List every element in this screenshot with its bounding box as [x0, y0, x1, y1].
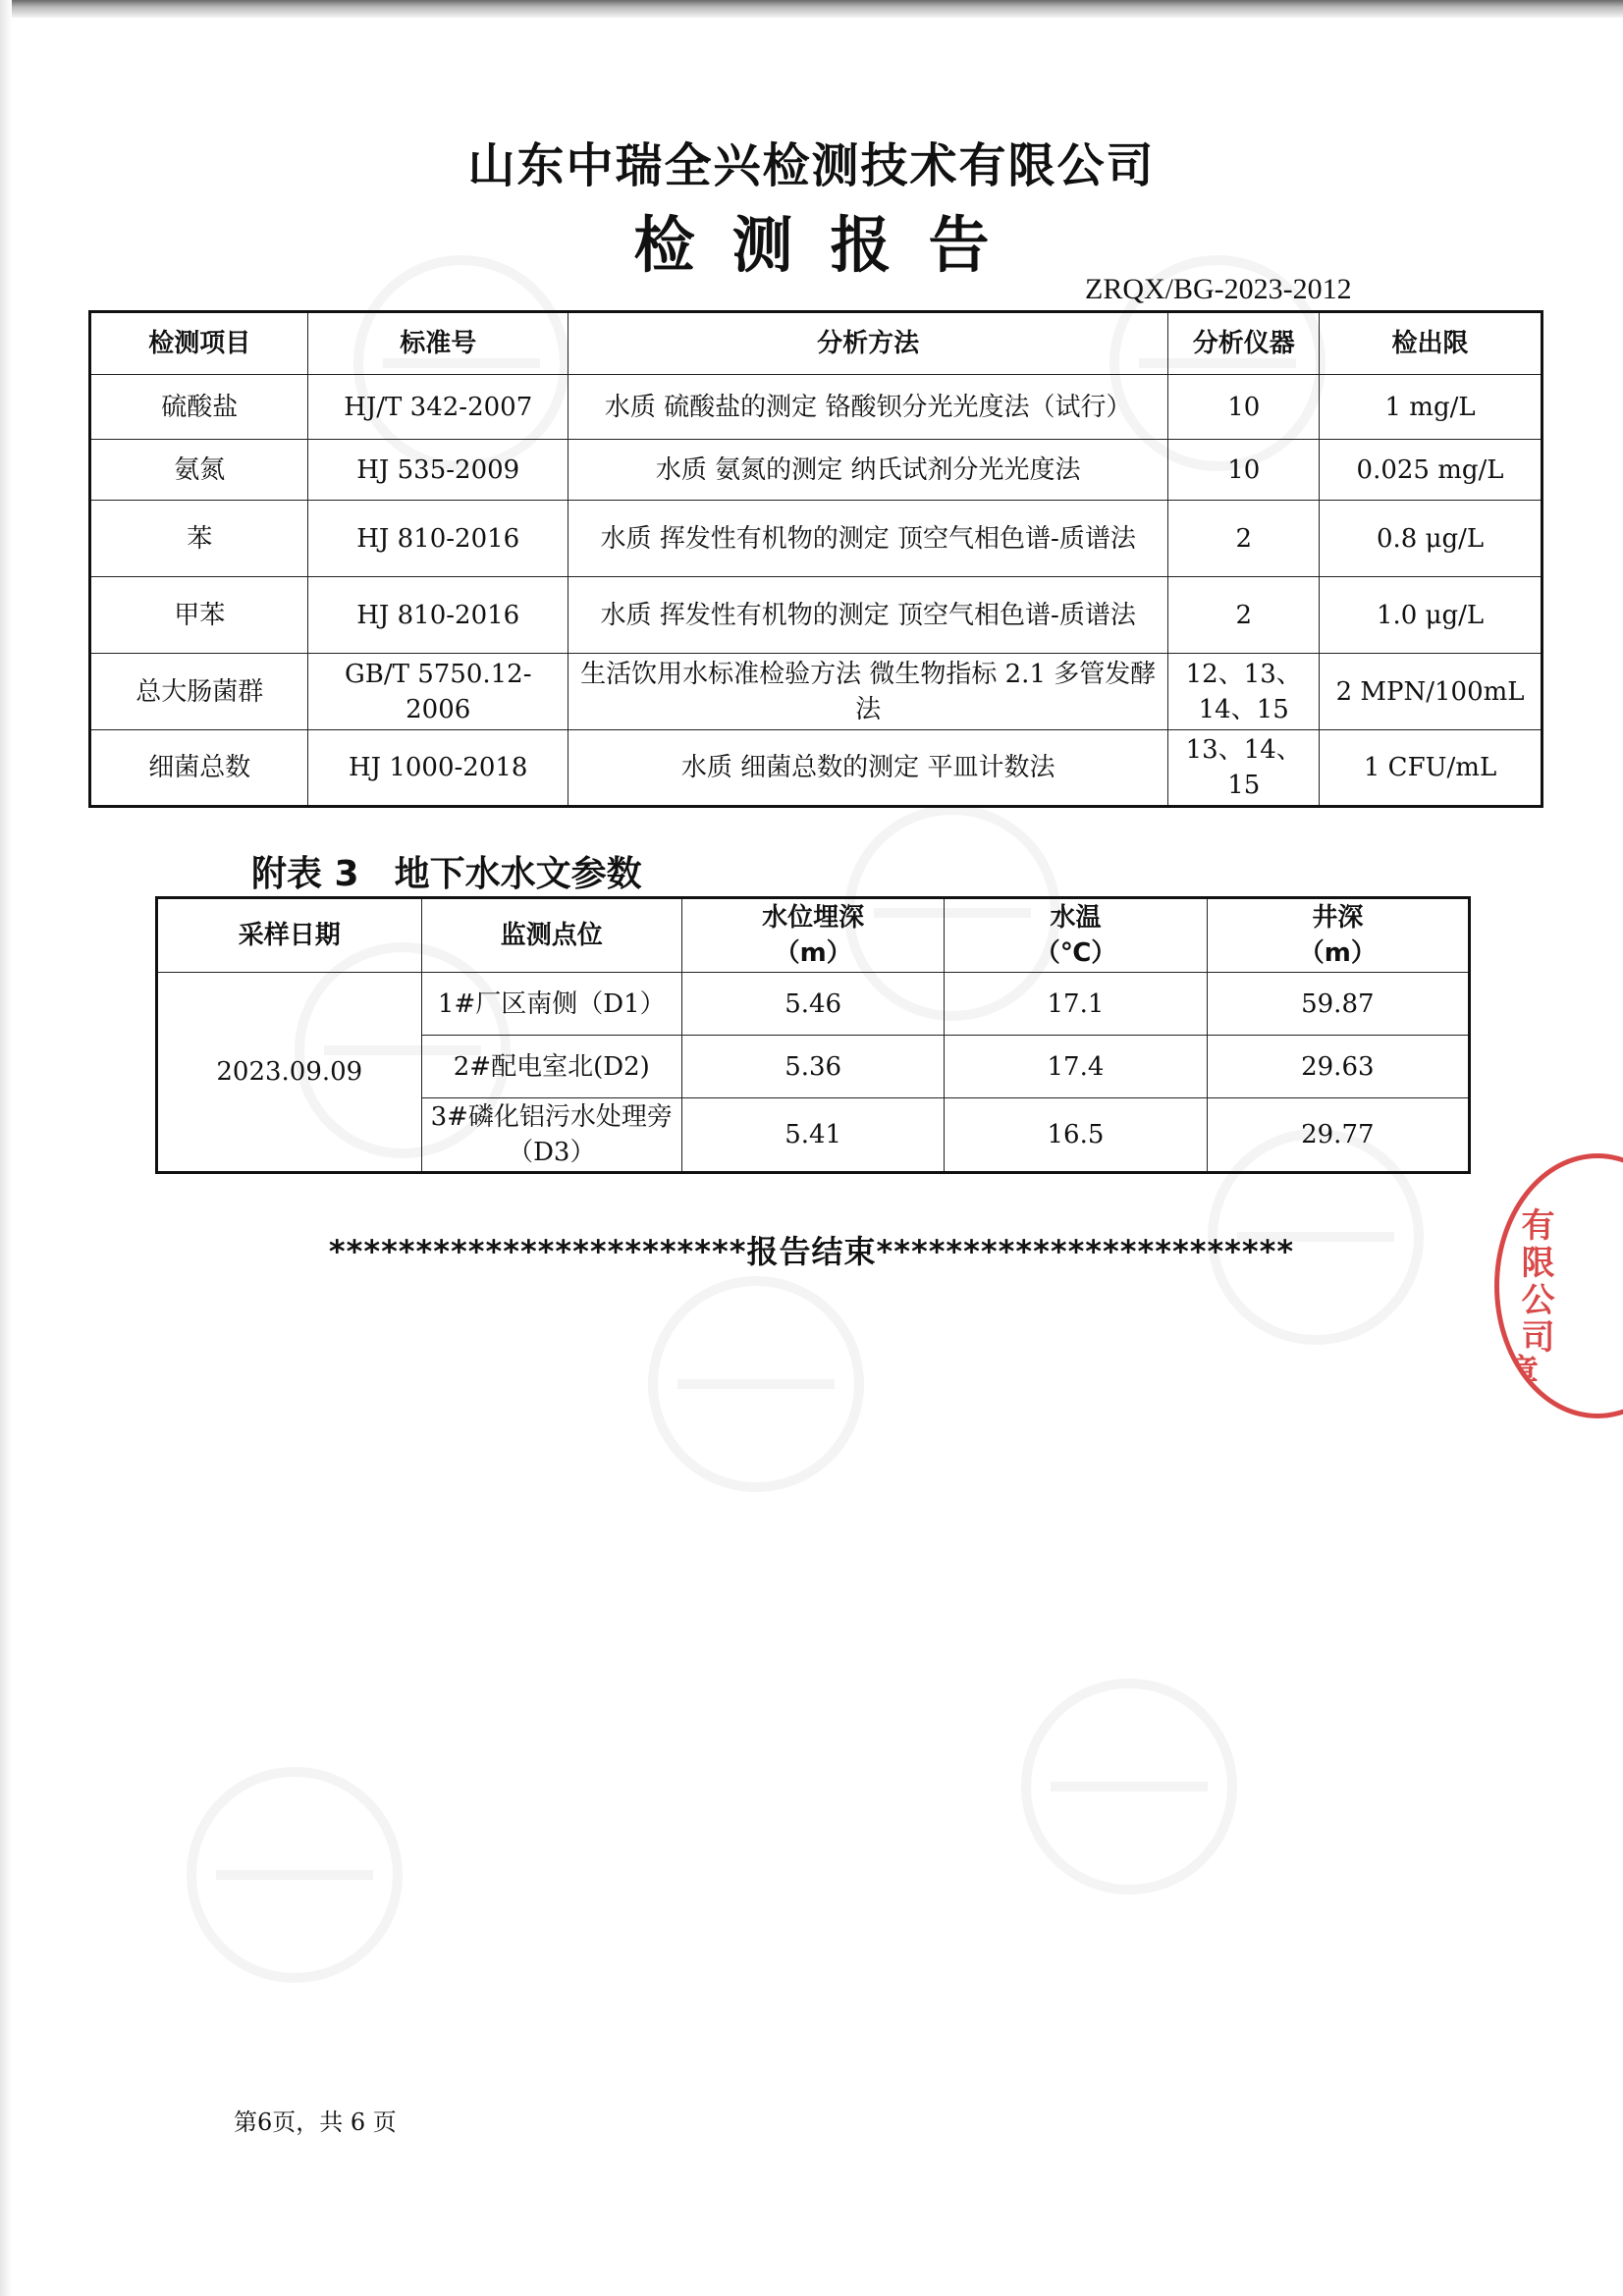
cell-limit: 2 MPN/100mL — [1320, 654, 1542, 730]
watermark-logo — [648, 1276, 864, 1492]
watermark-logo — [187, 1767, 403, 1983]
cell-well: 29.77 — [1207, 1098, 1469, 1173]
header-instrument: 分析仪器 — [1168, 312, 1320, 375]
cell-temp: 17.1 — [945, 973, 1207, 1036]
table-row — [90, 375, 1542, 440]
cell-item: 总大肠菌群 — [90, 654, 308, 730]
report-title: 检测报告 — [633, 209, 1027, 281]
cell-instrument: 13、14、15 — [1168, 730, 1320, 807]
watermark-logo — [1021, 1679, 1237, 1895]
cell-limit: 1.0 μg/L — [1320, 577, 1542, 654]
table-header-row — [90, 312, 1542, 375]
cell-method: 水质 挥发性有机物的测定 顶空气相色谱-质谱法 — [568, 501, 1168, 577]
cell-standard: HJ 1000-2018 — [308, 730, 568, 807]
table-row — [90, 730, 1542, 807]
cell-limit: 0.8 μg/L — [1320, 501, 1542, 577]
caption-text: 地下水水文参数 — [394, 854, 642, 894]
cell-depth: 5.46 — [681, 973, 944, 1036]
report-end-line: ************************报告结束************************ — [328, 1233, 1295, 1270]
cell-item: 苯 — [90, 501, 308, 577]
company-name: 山东中瑞全兴检测技术有限公司 — [467, 138, 1156, 193]
table-header-row — [157, 898, 1470, 973]
methods-table — [88, 310, 1543, 808]
cell-item: 甲苯 — [90, 577, 308, 654]
cell-standard: HJ 535-2009 — [308, 440, 568, 501]
header-well-unit: （m） — [1298, 938, 1377, 968]
header-limit: 检出限 — [1320, 312, 1542, 375]
cell-temp: 17.4 — [945, 1036, 1207, 1098]
header-standard: 标准号 — [308, 312, 568, 375]
cell-depth: 5.41 — [681, 1098, 944, 1173]
cell-standard: HJ/T 342-2007 — [308, 375, 568, 440]
header-well — [1207, 898, 1469, 973]
cell-point: 3#磷化铝污水处理旁（D3） — [421, 1098, 681, 1173]
header-item: 检测项目 — [90, 312, 308, 375]
cell-limit: 1 mg/L — [1320, 375, 1542, 440]
header-depth — [681, 898, 944, 973]
seal-sub: 章 — [1505, 1353, 1539, 1392]
cell-method: 水质 硫酸盐的测定 铬酸钡分光光度法（试行） — [568, 375, 1168, 440]
cell-item: 细菌总数 — [90, 730, 308, 807]
table-row — [90, 577, 1542, 654]
table-row — [90, 501, 1542, 577]
cell-limit: 1 CFU/mL — [1320, 730, 1542, 807]
cell-standard: GB/T 5750.12-2006 — [308, 654, 568, 730]
cell-point: 1#厂区南侧（D1） — [421, 973, 681, 1036]
header-point: 监测点位 — [421, 898, 681, 973]
cell-method: 水质 细菌总数的测定 平皿计数法 — [568, 730, 1168, 807]
cell-limit: 0.025 mg/L — [1320, 440, 1542, 501]
header-well-label: 井深 — [1312, 903, 1364, 933]
header-date: 采样日期 — [157, 898, 422, 973]
cell-temp: 16.5 — [945, 1098, 1207, 1173]
company-seal — [1494, 1153, 1623, 1418]
cell-instrument: 10 — [1168, 375, 1320, 440]
scan-edge-left — [0, 0, 12, 2296]
cell-instrument: 12、13、14、15 — [1168, 654, 1320, 730]
cell-standard: HJ 810-2016 — [308, 501, 568, 577]
cell-method: 水质 氨氮的测定 纳氏试剂分光光度法 — [568, 440, 1168, 501]
cell-point: 2#配电室北(D2) — [421, 1036, 681, 1098]
header-depth-unit: （m） — [774, 938, 852, 968]
cell-well: 29.63 — [1207, 1036, 1469, 1098]
cell-instrument: 2 — [1168, 501, 1320, 577]
table-row — [90, 654, 1542, 730]
cell-method: 生活饮用水标准检验方法 微生物指标 2.1 多管发酵法 — [568, 654, 1168, 730]
scan-edge-top — [0, 0, 1623, 18]
cell-date: 2023.09.09 — [157, 973, 422, 1173]
cell-instrument: 10 — [1168, 440, 1320, 501]
seal-text: 有限公司 — [1515, 1207, 1554, 1357]
hydrology-table — [155, 896, 1471, 1174]
report-number: ZRQX/BG-2023-2012 — [1085, 273, 1352, 305]
header-temp-unit: （℃） — [1034, 938, 1117, 968]
cell-standard: HJ 810-2016 — [308, 577, 568, 654]
header-depth-label: 水位埋深 — [762, 903, 865, 933]
cell-method: 水质 挥发性有机物的测定 顶空气相色谱-质谱法 — [568, 577, 1168, 654]
page-footer: 第6页，共 6 页 — [234, 2109, 397, 2136]
cell-item: 氨氮 — [90, 440, 308, 501]
cell-instrument: 2 — [1168, 577, 1320, 654]
cell-depth: 5.36 — [681, 1036, 944, 1098]
caption-number: 附表 3 — [251, 854, 359, 894]
table-row — [157, 973, 1470, 1036]
header-method: 分析方法 — [568, 312, 1168, 375]
cell-item: 硫酸盐 — [90, 375, 308, 440]
header-temp-label: 水温 — [1050, 903, 1102, 933]
section-caption — [251, 846, 677, 896]
cell-well: 59.87 — [1207, 973, 1469, 1036]
table-row — [90, 440, 1542, 501]
header-temp — [945, 898, 1207, 973]
